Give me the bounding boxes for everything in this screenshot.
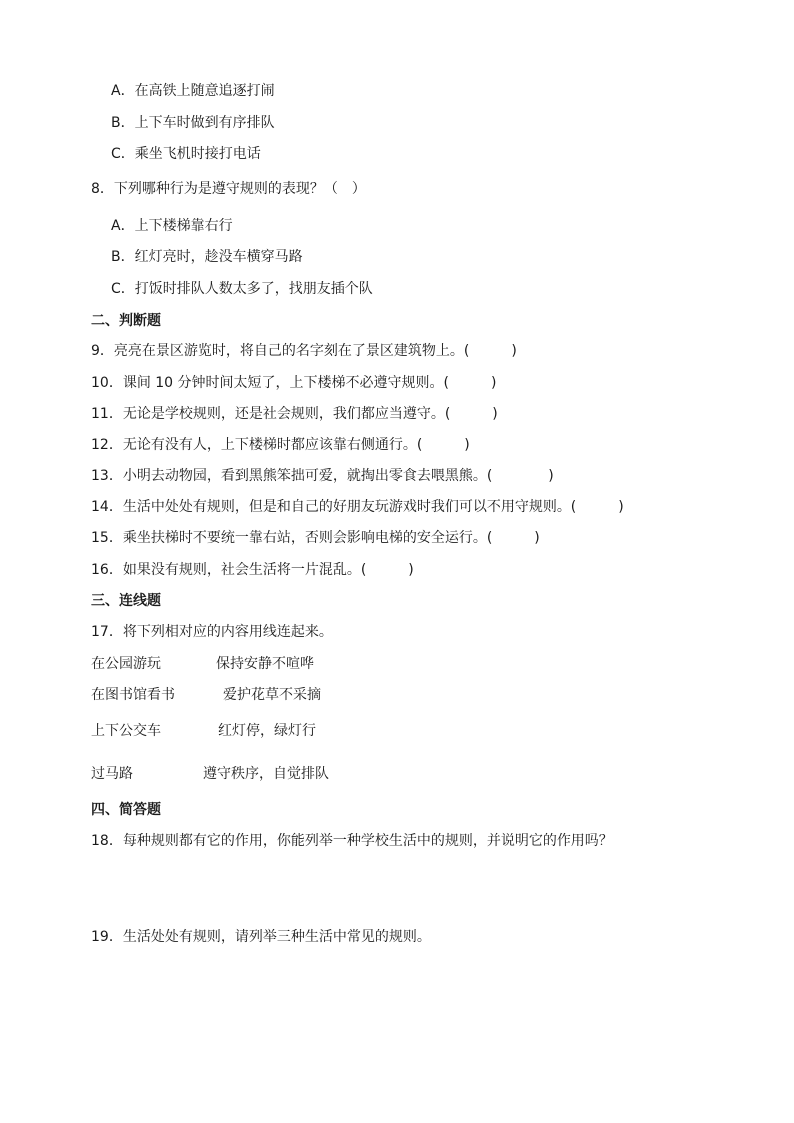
matching-right-item: 爱护花草不采摘 [223, 687, 321, 703]
q7-option-b: B．上下车时做到有序排队 [111, 115, 275, 131]
matching-left-item: 上下公交车 [91, 723, 161, 739]
q8-option-c: C．打饭时排队人数太多了，找朋友插个队 [111, 281, 373, 297]
q7-option-a: A．在高铁上随意追逐打闹 [111, 83, 275, 99]
section-title-judgment: 二、判断题 [91, 313, 161, 329]
judgment-item-13: 13．小明去动物园，看到黑熊笨拙可爱，就掏出零食去喂黑熊。( ) [91, 468, 554, 484]
judgment-item-11: 11．无论是学校规则，还是社会规则，我们都应当遵守。( ) [91, 406, 498, 422]
q18-stem: 18．每种规则都有它的作用，你能列举一种学校生活中的规则，并说明它的作用吗？ [91, 833, 613, 849]
matching-right-item: 红灯停，绿灯行 [218, 723, 316, 739]
judgment-item-16: 16．如果没有规则，社会生活将一片混乱。( ) [91, 562, 414, 578]
q17-stem: 17．将下列相对应的内容用线连起来。 [91, 624, 333, 640]
matching-right-item: 保持安静不喧哗 [216, 656, 314, 672]
matching-right-item: 遵守秩序，自觉排队 [203, 766, 329, 782]
judgment-item-10: 10．课间 10 分钟时间太短了，上下楼梯不必遵守规则。( ) [91, 375, 497, 391]
judgment-item-9: 9．亮亮在景区游览时，将自己的名字刻在了景区建筑物上。( ) [91, 343, 517, 359]
section-title-short-answer: 四、简答题 [91, 802, 161, 818]
matching-left-item: 在图书馆看书 [91, 687, 175, 703]
q7-option-c: C．乘坐飞机时接打电话 [111, 146, 261, 162]
section-title-matching: 三、连线题 [91, 593, 161, 609]
q8-option-a: A．上下楼梯靠右行 [111, 218, 233, 234]
judgment-item-14: 14．生活中处处有规则，但是和自己的好朋友玩游戏时我们可以不用守规则。( ) [91, 499, 624, 515]
q19-stem: 19．生活处处有规则，请列举三种生活中常见的规则。 [91, 929, 431, 945]
matching-left-item: 在公园游玩 [91, 656, 161, 672]
q8-stem: 8．下列哪种行为是遵守规则的表现？（ ） [91, 181, 366, 197]
matching-left-item: 过马路 [91, 766, 133, 782]
judgment-item-15: 15．乘坐扶梯时不要统一靠右站，否则会影响电梯的安全运行。( ) [91, 530, 540, 546]
judgment-item-12: 12．无论有没有人，上下楼梯时都应该靠右侧通行。( ) [91, 437, 470, 453]
q8-option-b: B．红灯亮时，趁没车横穿马路 [111, 249, 303, 265]
